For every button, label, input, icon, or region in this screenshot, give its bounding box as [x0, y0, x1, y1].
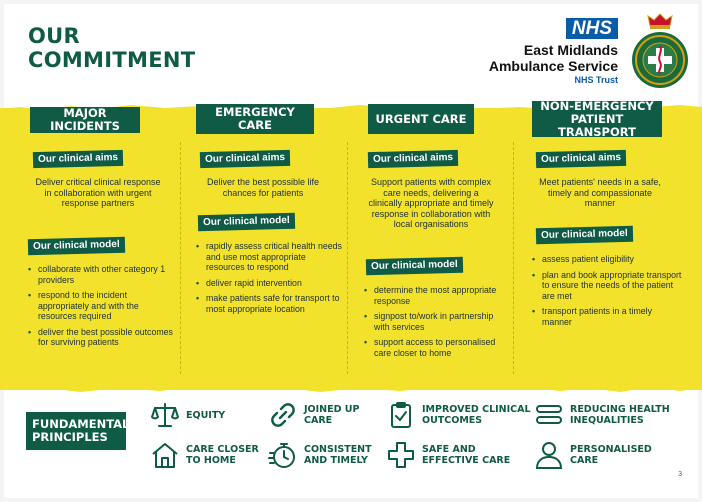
- principle-line-2: AND TIMELY: [304, 455, 368, 466]
- list-item: • deliver rapid intervention: [196, 278, 342, 289]
- aims-label: Our clinical aims: [368, 150, 458, 168]
- principle-line-1: REDUCING HEALTH: [570, 404, 670, 415]
- title-line-2: COMMITMENT: [28, 48, 196, 72]
- page-number: 3: [678, 471, 682, 478]
- model-list: [196, 241, 342, 319]
- list-item: • determine the most appropriate response: [364, 285, 510, 306]
- org-name: [489, 42, 618, 74]
- model-list: [28, 264, 176, 353]
- tab-line-1: NON-EMERGENCY: [540, 98, 654, 113]
- principle-text: [304, 404, 359, 426]
- list-item: • deliver the best possible outcomes for surviving patients: [28, 327, 176, 348]
- aims-text: Deliver the best possible life chances for patients: [206, 177, 320, 198]
- principle-line-1: JOINED UP: [304, 404, 360, 415]
- principle-equity: [150, 400, 225, 430]
- list-item: • signpost to/work in partnership with services: [364, 311, 510, 332]
- column-divider: [180, 142, 181, 374]
- aims-text: Deliver critical clinical response in collaboration with urgent response partners: [35, 177, 161, 209]
- tab-non-emergency-patient-transport: [532, 98, 662, 139]
- tab-emergency-care: EMERGENCY CARE: [196, 104, 314, 134]
- column-divider: [347, 142, 348, 374]
- nhs-logo: NHS: [566, 18, 618, 39]
- model-label: Our clinical model: [536, 226, 633, 245]
- page-title: [28, 24, 195, 72]
- badge-line-1: FUNDAMENTAL: [32, 417, 130, 431]
- crest-icon: [626, 12, 694, 90]
- principle-text: [186, 410, 225, 421]
- principle-care-closer-to-home: [150, 440, 259, 470]
- principle-line-1: CONSISTENT: [304, 444, 372, 455]
- model-label: Our clinical model: [198, 213, 295, 232]
- principle-joined-up-care: [268, 400, 359, 430]
- principle-text: [422, 444, 510, 466]
- list-item: • respond to the incident appropriately and with the resources required: [28, 290, 176, 322]
- principle-line-2: EFFECTIVE CARE: [422, 455, 511, 466]
- aims-text: Meet patients' needs in a safe, timely and compassionate manner: [539, 177, 661, 209]
- band-torn-edge-bottom: [0, 382, 702, 396]
- list-item: • transport patients in a timely manner: [532, 306, 682, 327]
- principle-text: [186, 444, 259, 466]
- model-list: [532, 254, 682, 332]
- title-line-1: OUR: [28, 24, 80, 48]
- principle-line-2: INEQUALITIES: [570, 415, 644, 426]
- aims-text: Support patients with complex care needs, delivering a clinically appropriate and timely response in collaboration with local organisations: [368, 177, 494, 230]
- principle-text: [304, 444, 372, 466]
- principle-personalised-care: [534, 440, 652, 470]
- principle-line-2: OUTCOMES: [422, 415, 483, 426]
- principle-line-2: CARE: [570, 455, 599, 466]
- list-item: • assess patient eligibility: [532, 254, 682, 265]
- principle-line-1: EQUITY: [186, 409, 226, 421]
- aims-label: Our clinical aims: [200, 150, 290, 168]
- person-icon: [534, 440, 564, 470]
- tab-major-incidents: MAJOR INCIDENTS: [30, 107, 140, 133]
- model-label: Our clinical model: [28, 237, 125, 256]
- principle-line-2: TO HOME: [186, 455, 236, 466]
- stopwatch-icon: [268, 440, 298, 470]
- principle-safe-and-effective-care: [386, 440, 510, 470]
- scales-icon: [150, 400, 180, 430]
- org-name-line-2: Ambulance Service: [488, 58, 618, 74]
- tab-urgent-care: URGENT CARE: [368, 104, 474, 134]
- fundamental-principles-badge: [26, 412, 130, 450]
- principle-text: [422, 404, 531, 426]
- aims-label: Our clinical aims: [536, 150, 626, 168]
- org-trust: NHS Trust: [574, 75, 618, 85]
- aims-label: Our clinical aims: [33, 150, 123, 168]
- list-item: • collaborate with other category 1 providers: [28, 264, 176, 285]
- link-icon: [268, 400, 298, 430]
- principle-improved-clinical-outcomes: [386, 400, 531, 430]
- clipboard-check-icon: [386, 400, 416, 430]
- principle-reducing-health-inequalities: [534, 400, 670, 430]
- principle-line-1: CARE CLOSER: [186, 444, 259, 455]
- principle-line-1: IMPROVED CLINICAL: [422, 404, 531, 415]
- org-name-line-1: East Midlands: [523, 42, 618, 58]
- model-label: Our clinical model: [366, 257, 463, 276]
- list-item: • plan and book appropriate transport to ensure the needs of the patient are met: [532, 270, 682, 302]
- cross-icon: [386, 440, 416, 470]
- bars-icon: [534, 400, 564, 430]
- principle-line-1: SAFE AND: [422, 444, 476, 455]
- badge-line-2: PRINCIPLES: [32, 430, 108, 444]
- nhs-identity: [489, 18, 618, 85]
- list-item: • make patients safe for transport to most appropriate location: [196, 293, 342, 314]
- principle-line-1: PERSONALISED: [570, 444, 652, 455]
- principle-line-2: CARE: [304, 415, 333, 426]
- list-item: • rapidly assess critical health needs and use most appropriate resources to respond: [196, 241, 342, 273]
- principle-text: [570, 444, 652, 466]
- tab-line-2: PATIENT TRANSPORT: [558, 111, 636, 139]
- principle-text: [570, 404, 670, 426]
- list-item: • support access to personalised care closer to home: [364, 337, 510, 358]
- column-divider: [513, 142, 514, 374]
- model-list: [364, 285, 510, 363]
- house-icon: [150, 440, 180, 470]
- principle-consistent-and-timely: [268, 440, 372, 470]
